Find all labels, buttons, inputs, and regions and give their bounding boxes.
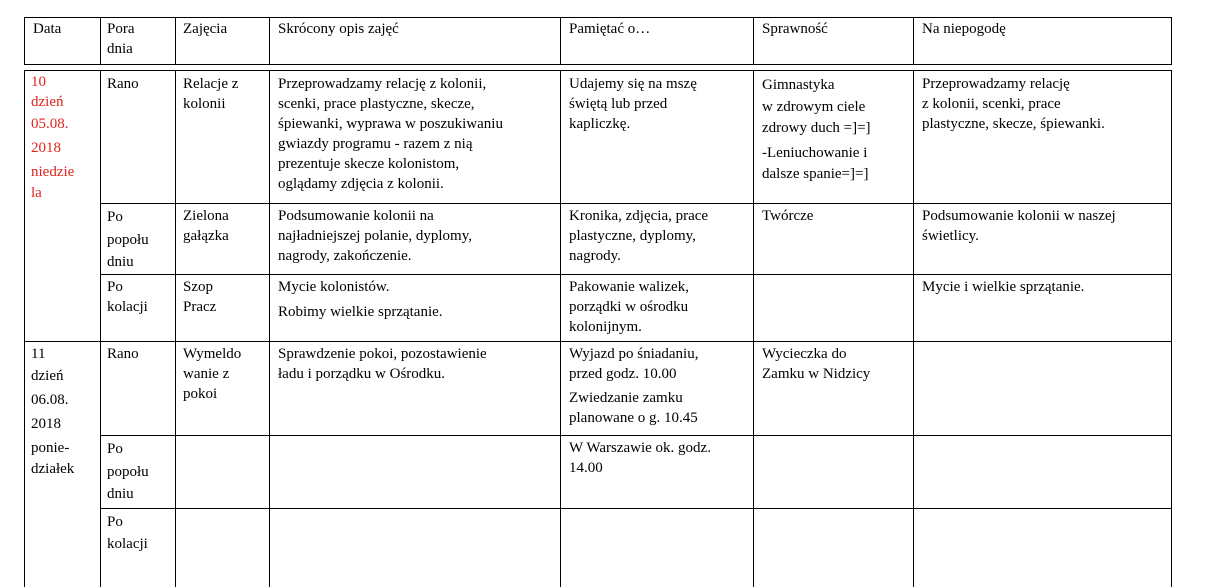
day10-kolacja-opis xyxy=(278,277,443,323)
niepogoda-line: plastyczne, skecze, śpiewanki. xyxy=(922,116,1105,132)
rule-header-bottom xyxy=(24,64,1172,65)
rule-col-7-body xyxy=(1171,70,1172,587)
pora-line: popołu xyxy=(107,232,149,248)
pamietac-line: przed godz. 10.00 xyxy=(569,366,677,382)
day10-popoludniu-pamietac xyxy=(569,206,708,266)
day10-rano-sprawnosc xyxy=(762,74,871,184)
pora-line: kolacji xyxy=(107,536,148,552)
day11-popoludniu-pora xyxy=(107,438,149,504)
day11-rano-pora xyxy=(107,344,139,364)
day10-date-line: niedzie xyxy=(31,164,75,180)
sprawnosc-line: -Leniuchowanie i xyxy=(762,145,868,161)
day10-date-line: 05.08. xyxy=(31,116,69,132)
opis-line: nagrody, zakończenie. xyxy=(278,248,412,264)
day11-kolacja-pora xyxy=(107,511,148,555)
sprawnosc-line: zdrowy duch =]=] xyxy=(762,120,871,136)
rule-col-6-head xyxy=(913,17,914,65)
header-zajecia-text: Zajęcia xyxy=(183,21,228,37)
rule-body-top xyxy=(24,70,1172,71)
zajecia-line: pokoi xyxy=(183,386,218,402)
day10-rano-opis xyxy=(278,74,503,194)
day10-rano-pora xyxy=(107,74,139,94)
rule-day-divider xyxy=(24,341,1172,342)
pamietac-line: nagrody. xyxy=(569,248,621,264)
opis-line: scenki, prace plastyczne, skecze, xyxy=(278,96,475,112)
rule-header-top xyxy=(24,17,1172,18)
rule-day10-row2 xyxy=(100,274,1172,275)
rule-col-6-body xyxy=(913,70,914,587)
day10-popoludniu-sprawnosc xyxy=(762,206,813,226)
day10-rano-niepogoda xyxy=(922,74,1105,134)
header-pora-line2: dnia xyxy=(107,41,133,57)
day11-date-line: dzień xyxy=(31,368,64,384)
day10-date-line: dzień xyxy=(31,94,64,110)
rule-col-0-head xyxy=(24,17,25,65)
sprawnosc-line: Zamku w Nidzicy xyxy=(762,366,871,382)
day10-date-line: 10 xyxy=(31,74,46,90)
pora-line: dniu xyxy=(107,486,134,502)
pora-text: Rano xyxy=(107,76,139,92)
pora-line: dniu xyxy=(107,254,134,270)
opis-line: Przeprowadzamy relację z kolonii, xyxy=(278,76,487,92)
header-sprawnosc xyxy=(762,19,828,39)
day10-rano-zajecia xyxy=(183,74,238,114)
niepogoda-line: świetlicy. xyxy=(922,228,979,244)
rule-day11-row2 xyxy=(100,508,1172,509)
rule-col-1-body xyxy=(100,70,101,587)
day10-kolacja-pamietac xyxy=(569,277,689,337)
pamietac-line: porządki w ośrodku xyxy=(569,299,689,315)
pamietac-line: W Warszawie ok. godz. xyxy=(569,440,711,456)
rule-col-3-head xyxy=(269,17,270,65)
rule-col-0-body xyxy=(24,70,25,587)
day11-rano-pamietac xyxy=(569,344,698,428)
opis-line: Podsumowanie kolonii na xyxy=(278,208,434,224)
day11-popoludniu-pamietac xyxy=(569,438,711,478)
header-data-text: Data xyxy=(33,21,62,37)
zajecia-line: wanie z xyxy=(183,366,230,382)
pora-line: Po xyxy=(107,279,123,295)
pora-line: Po xyxy=(107,514,123,530)
day10-kolacja-zajecia xyxy=(183,277,216,317)
pamietac-line: świętą lub przed xyxy=(569,96,668,112)
day11-date-line: 11 xyxy=(31,346,46,362)
header-opis-text: Skrócony opis zajęć xyxy=(278,21,399,37)
day11-date-line: ponie- xyxy=(31,440,70,456)
pamietac-line: plastyczne, dyplomy, xyxy=(569,228,696,244)
rule-col-5-body xyxy=(753,70,754,587)
day11-rano-sprawnosc xyxy=(762,344,870,384)
day10-kolacja-niepogoda xyxy=(922,277,1084,297)
pamietac-line: Kronika, zdjęcia, prace xyxy=(569,208,709,224)
zajecia-line: Szop xyxy=(183,279,213,295)
day10-date-line: 2018 xyxy=(31,140,61,156)
rule-col-5-head xyxy=(753,17,754,65)
day11-rano-opis xyxy=(278,344,487,384)
pamietac-line: Wyjazd po śniadaniu, xyxy=(569,346,699,362)
pamietac-line: kapliczkę. xyxy=(569,116,631,132)
header-pora-line1: Pora xyxy=(107,21,135,37)
opis-line: gwiazdy programu - razem z nią xyxy=(278,136,473,152)
pora-line: Po xyxy=(107,209,123,225)
day11-date-line: 06.08. xyxy=(31,392,69,408)
niepogoda-line: Przeprowadzamy relację xyxy=(922,76,1070,92)
day10-popoludniu-opis xyxy=(278,206,472,266)
header-pamietac-text: Pamiętać o… xyxy=(569,21,651,37)
sprawnosc-line: Gimnastyka xyxy=(762,77,835,93)
niepogoda-text: Mycie i wielkie sprzątanie. xyxy=(922,279,1085,295)
day10-rano-pamietac xyxy=(569,74,697,134)
day10-date xyxy=(31,72,74,202)
zajecia-line: Relacje z xyxy=(183,76,239,92)
header-sprawnosc-text: Sprawność xyxy=(762,21,828,37)
niepogoda-line: Podsumowanie kolonii w naszej xyxy=(922,208,1116,224)
rule-col-2-head xyxy=(175,17,176,65)
opis-line: Sprawdzenie pokoi, pozostawienie xyxy=(278,346,487,362)
zajecia-line: Wymeldo xyxy=(183,346,242,362)
pora-line: Po xyxy=(107,441,123,457)
day11-rano-zajecia xyxy=(183,344,241,404)
sprawnosc-line: w zdrowym ciele xyxy=(762,99,866,115)
zajecia-line: kolonii xyxy=(183,96,226,112)
opis-line: najładniejszej polanie, dyplomy, xyxy=(278,228,472,244)
rule-col-3-body xyxy=(269,70,270,587)
pamietac-line: planowane o g. 10.45 xyxy=(569,410,698,426)
sprawnosc-line: Wycieczka do xyxy=(762,346,847,362)
pamietac-line: 14.00 xyxy=(569,460,603,476)
header-data xyxy=(33,19,61,39)
header-pamietac xyxy=(569,19,650,39)
opis-line: śpiewanki, wyprawa w poszukiwaniu xyxy=(278,116,503,132)
niepogoda-line: z kolonii, scenki, prace xyxy=(922,96,1061,112)
sprawnosc-line: dalsze spanie=]=] xyxy=(762,166,869,182)
opis-line: Robimy wielkie sprzątanie. xyxy=(278,304,443,320)
opis-line: ładu i porządku w Ośrodku. xyxy=(278,366,446,382)
zajecia-line: gałązka xyxy=(183,228,229,244)
rule-day10-row1 xyxy=(100,203,1172,204)
rule-col-4-body xyxy=(560,70,561,587)
rule-col-1-head xyxy=(100,17,101,65)
pamietac-line: Zwiedzanie zamku xyxy=(569,390,683,406)
header-niepogoda xyxy=(922,19,1006,39)
header-opis xyxy=(278,19,399,39)
day10-kolacja-pora xyxy=(107,277,148,317)
day10-popoludniu-niepogoda xyxy=(922,206,1116,246)
header-niepogoda-text: Na niepogodę xyxy=(922,21,1006,37)
header-pora-dnia xyxy=(107,19,135,59)
opis-line: Mycie kolonistów. xyxy=(278,279,390,295)
pamietac-line: kolonijnym. xyxy=(569,319,642,335)
rule-col-2-body xyxy=(175,70,176,587)
day10-date-line: la xyxy=(31,185,42,201)
zajecia-line: Zielona xyxy=(183,208,229,224)
opis-line: oglądamy zdjęcia z kolonii. xyxy=(278,176,444,192)
day11-date-line: 2018 xyxy=(31,416,61,432)
header-zajecia xyxy=(183,19,227,39)
day11-date-line: działek xyxy=(31,461,75,477)
rule-col-7-head xyxy=(1171,17,1172,65)
rule-day11-row1 xyxy=(100,435,1172,436)
pamietac-line: Udajemy się na mszę xyxy=(569,76,697,92)
pora-line: popołu xyxy=(107,464,149,480)
day10-popoludniu-zajecia xyxy=(183,206,229,246)
pora-text: Rano xyxy=(107,346,139,362)
day10-popoludniu-pora xyxy=(107,206,149,272)
zajecia-line: Pracz xyxy=(183,299,217,315)
day11-date xyxy=(31,344,74,478)
rule-col-4-head xyxy=(560,17,561,65)
pamietac-line: Pakowanie walizek, xyxy=(569,279,689,295)
pora-line: kolacji xyxy=(107,299,148,315)
opis-line: prezentuje skecze kolonistom, xyxy=(278,156,460,172)
sprawnosc-text: Twórcze xyxy=(762,208,814,224)
